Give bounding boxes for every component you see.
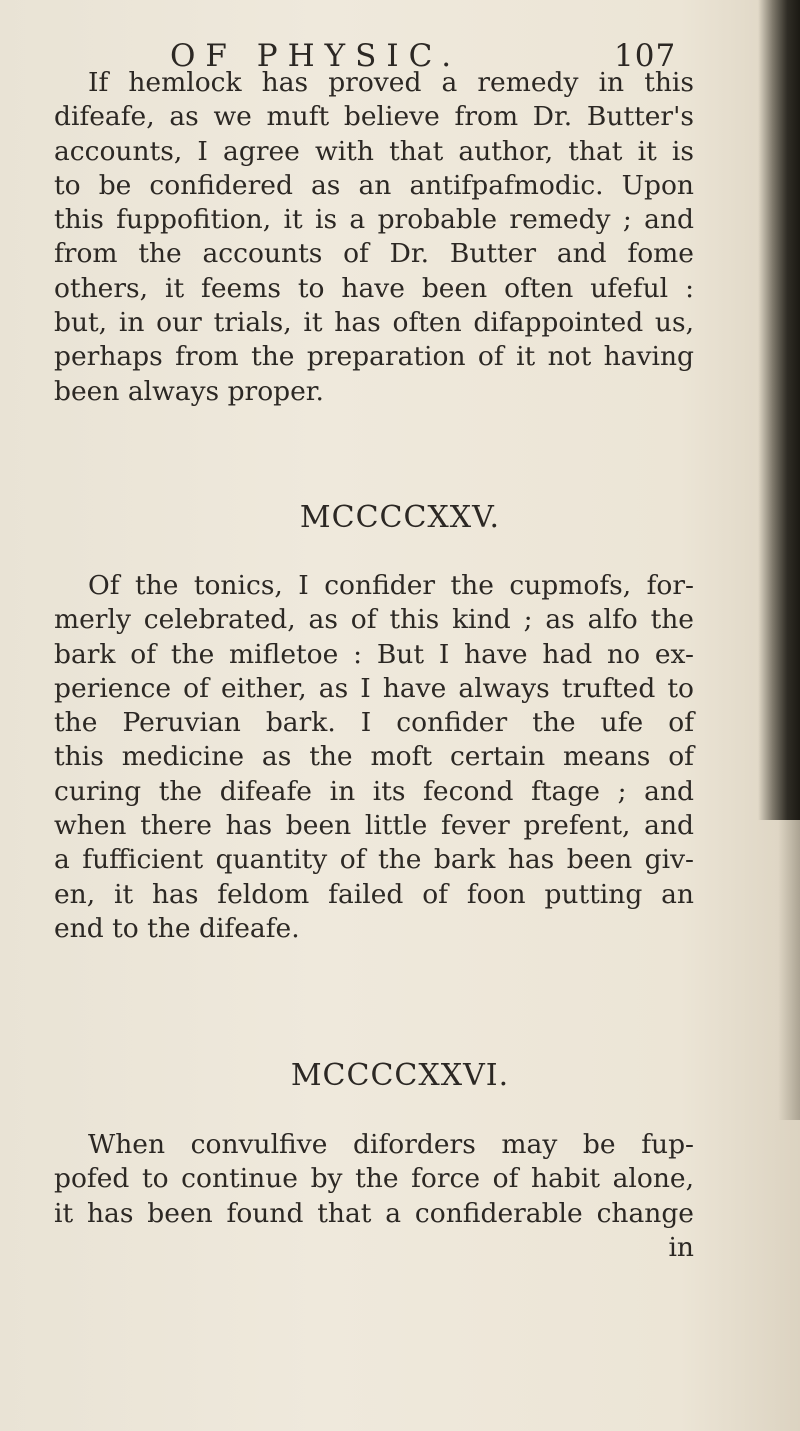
text-line: merly celebrated, as of this kind ; as alfo the: [54, 604, 694, 636]
section-number: MCCCCXXV.: [299, 500, 501, 535]
text-line: this fuppofition, it is a probable remedy ; and: [54, 204, 694, 236]
text-line: perience of either, as I have always trufted to: [54, 672, 694, 704]
text-line: from the accounts of Dr. Butter and fome: [54, 238, 694, 270]
text-line: it has been found that a confiderable change: [54, 1197, 694, 1229]
text-line: others, it feems to have been often ufeful :: [54, 272, 694, 304]
text-line: the Peruvian bark. I confider the ufe of: [54, 707, 694, 739]
text-line: pofed to continue by the force of habit alone,: [54, 1163, 694, 1195]
section-number: MCCCCXXVI.: [290, 1058, 510, 1093]
text-line: to be confidered as an antifpafmodic. Upon: [54, 169, 694, 201]
page-edge-shadow: [758, 0, 800, 820]
text-line: accounts, I agree with that author, that it is: [54, 135, 694, 167]
text-line: but, in our trials, it has often difappointed us,: [54, 307, 694, 339]
running-title: OF PHYSIC.: [170, 38, 462, 74]
text-line: been always proper.: [54, 375, 324, 407]
text-line: bark of the mifletoe : But I have had no ex-: [54, 638, 694, 670]
catchword: in: [668, 1231, 694, 1263]
text-line: end to the difeafe.: [54, 912, 300, 944]
text-line: this medicine as the moft certain means of: [54, 741, 694, 773]
paragraph-tonics: [54, 569, 694, 946]
paragraph-hemlock: [54, 66, 694, 409]
text-line: curing the difeafe in its fecond ftage ; and: [54, 775, 694, 807]
page-number: 107: [614, 38, 677, 74]
text-line: difeafe, as we muft believe from Dr. Butter's: [54, 101, 694, 133]
text-line: a fufficient quantity of the bark has been giv-: [54, 844, 694, 876]
text-line: Of the tonics, I confider the cupmofs, for-: [88, 570, 694, 601]
text-line: When convulfive diforders may be fup-: [88, 1129, 694, 1160]
text-line: when there has been little fever prefent, and: [54, 810, 694, 842]
paragraph-convulsive: [54, 1128, 694, 1265]
text-line: perhaps from the preparation of it not having: [54, 341, 694, 373]
text-line: en, it has feldom failed of foon putting an: [54, 878, 694, 910]
text-line: If hemlock has proved a remedy in this: [88, 67, 694, 98]
